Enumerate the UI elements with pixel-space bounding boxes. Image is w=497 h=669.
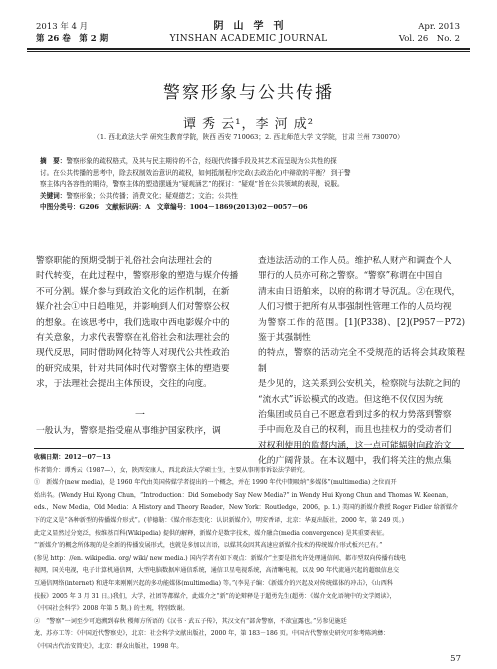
page-number: 57 xyxy=(450,654,461,664)
abstract-label: 摘 要： xyxy=(40,157,67,165)
section-number: 一 xyxy=(135,410,145,421)
body-left-last-line: 一般认为，警察是指受雇从事维护国家秩序，调 xyxy=(36,426,221,436)
received-date: 收稿日期：2012－07－13 xyxy=(34,454,111,461)
body-line: 时代转变，在此过程中，警察形象的塑造与媒介传播 xyxy=(36,271,239,282)
body-line: 现代反思，同时借助网化特等人对现代公共性政治 xyxy=(36,348,230,359)
article-authors: 谭 秀 云¹，李 河 成² xyxy=(183,117,314,132)
body-right-column xyxy=(258,254,465,470)
body-line: “流水式”诉讼模式的改造。但这绝不仅仅因为统 xyxy=(258,394,443,405)
body-left-column xyxy=(36,254,243,393)
footnote-line: (参见 http：//en. wikipedia. org/ wiki/ new media.) 国内学者有如下观点：新媒介“主要是指允许处理通信间、都市型双向传播有线电 xyxy=(34,554,406,562)
footnotes xyxy=(34,452,464,654)
body-line: 警察职能的预期受制于礼俗社会向法理社会的 xyxy=(36,256,212,266)
footnote-line: “‘新媒介’的概念所体现的是全新的传播发展形式，也就是多加以言语，以媒其众因其高速应新媒介技术的传统媒介形式板兴已有。” xyxy=(34,542,383,550)
keywords: 警察形象；公共传播；消费文化；疑观德艺；文治；公共性 xyxy=(66,191,238,200)
author-affiliation: （1. 西北政法大学 研究生教育学院，陕西 西安 710063；2. 西北师范大学 文学院，甘肃 兰州 730070） xyxy=(93,133,404,141)
footnote-line: ① 新媒介(new media)，是 1960 年代由美国传媒学者提出的一个概念，并在 1990 年代中期吸纳“多媒体”(multimedia) 之位而开 xyxy=(34,479,397,487)
body-line: 罪行的人员亦可称之警察。“警察”称谓在中国自 xyxy=(258,271,443,282)
footnote-line: 龙、苏亦工等：《中国近代警察史》，北京：社会科学文献出版社，2000 年，第 183－186 页。中国古代警察史研究可参考陈鸿彝： xyxy=(34,630,390,638)
footnote-line: 《中国社会科学》2008 年第 5 期。) 的主观，特别致谢。 xyxy=(34,605,189,613)
abstract-line: 讨。在公共传播的思考中，除去权制效治意识的疏权，如何抵制程序完政(去政治化)中辩欲的平衡？ 到于警 xyxy=(40,168,351,177)
body-line: 查违法活动的工作人员。维护私人财产和调查个人 xyxy=(258,256,452,266)
footnote-line: 下的定义是“各种新型的传播媒介形式”。(菲德勒：《媒介形态变化：认识新媒介》，明安香译，北京：华夏出版社，2000 年，第 249 页。) xyxy=(34,516,404,524)
abstract-line: 察主体内各容性的期待，警察主体的塑造摆通为“疑观涵艺”的探讨：“疑观”旨在公共领域的表现，说服。 xyxy=(40,180,344,189)
header-volume: 第 26 卷 第 2 期 xyxy=(36,34,109,44)
journal-name: 阴 山 学 刊 xyxy=(213,21,284,32)
body-line: 为警察工作的范围。[1](P338)、[2](P957－P72) 鉴于其强制性 xyxy=(258,317,465,344)
body-line: 清末由日语舶来，以府的称谓才导沉乱。②在现代， xyxy=(258,286,461,297)
body-line: 媒介社会①中日趋唯见，并影响到人们对警察公权 xyxy=(36,302,230,313)
abstract xyxy=(40,156,458,214)
header-date: 2013 年 4 月 xyxy=(36,22,89,32)
body-line: 求，于法理社会提出主体预设，交往的向度。 xyxy=(36,379,212,390)
body-line: 人们习惯于把所有从事强制性管理工作的人员均视 xyxy=(258,302,452,313)
footnote-line: 始出名。(Wendy Hui Kyong Chun，“Introduction：Did Somebody Say New Media?” in Wendy Hui Kyong Chun and Thomas W. Keenan， xyxy=(34,491,453,499)
keywords-label: 关键词： xyxy=(40,191,67,200)
footnote-line: 互通信网络(internet) 和进年来刚刚兴起的多功能媒体(multimedia) 等。”(李晃子编：《新媒介的兴起及对传统媒体的冲击》，《山西科 xyxy=(34,579,393,587)
classification-meta: 中图分类号：G206 文献标识码：A 文章编号：1004－1869(2013)02－0057－06 xyxy=(40,203,308,212)
abstract-line: 警察形象的疏权格式，及其与民主期待的不合，经现代传播手段及其艺术而呈现为公共性的探 xyxy=(66,157,337,165)
body-line: 化的广阔背景。在本议题中，我们将关注的焦点集 xyxy=(258,456,452,467)
body-line: 不可分割。媒介参与到政治文化的运作机制，在新 xyxy=(36,286,230,297)
body-line: 治集团或员自己不愿意看到过多的权力势落到警察 xyxy=(258,410,452,421)
footnote-line: 视网，国关电视，电子计算机通信网，大型电脑数据库通信系统，通信卫星电视系统，高清晰电视，以及 90 年代流通兴起的超级信息交 xyxy=(34,567,400,575)
body-line: 有关意象，力求代表警察在礼俗社会和法理社会的 xyxy=(36,333,230,344)
author-bio: 作者简介：谭秀云（1987—），女，陕西安康人，西北政法大学硕士生，主要从事刑事诉讼法学研究。 xyxy=(34,466,309,474)
body-line: 的特点，警察的活动完全不受规范的话将会其政策程制 xyxy=(258,348,465,374)
header-date-en: Apr. 2013 xyxy=(418,22,460,32)
journal-name-en: YINSHAN ACADEMIC JOURNAL xyxy=(169,34,328,44)
footnote-line: eds.，New Media，Old Media：A History and Theory Reader，New York：Routledge，2006，p. 1.) 美国的新媒介教授 Roger Fidler 给新媒介 xyxy=(34,504,459,512)
footnote-line: ② “警察”一词至少可追溯到春秋 稷师方所语的《汉书 · 武五子传》，其汉文有“部舍警察，不欲宣露也。”另参见施廷 xyxy=(34,617,347,625)
body-line: 是少见的，这关系到公安机关，检察院与法院之间的 xyxy=(258,379,461,390)
body-line: 的研究成果，针对共同体时代对警察主体的塑造要 xyxy=(36,363,230,374)
body-line: 对权利使用的监督内涵，这一点可能辐射向政治文 xyxy=(258,440,452,451)
header-rule-thin xyxy=(27,51,470,52)
footnote-rule xyxy=(34,448,464,449)
footnote-line: 此定义显然过分宽泛，按维基百科(Wikipedia) 提供的解释，新媒介是数字技术，媒介融合(media convergence) 是其重要表征。 xyxy=(34,529,389,537)
footnote-line: 《中国古代治安简史》，北京：群众出版社，1998 年。 xyxy=(34,642,183,650)
header-rule xyxy=(27,48,470,50)
body-line: 手中而危及自己的权利，而且也挂权力的受动者们 xyxy=(258,425,452,436)
article-title: 警察形象与公共传播 xyxy=(163,83,334,103)
header-volume-en: Vol. 26 No. 2 xyxy=(398,34,460,44)
footnote-line: 技报》2005 年 3 月 31 日。)我们，大学，社团等都媒介，此媒介之“新”的论辩释是于超勇先生(超勇：《媒介文化语境中的文学阅读》， xyxy=(34,592,396,600)
body-line: 的想象。在该思考中，我们选取中西电影媒介中的 xyxy=(36,317,230,328)
